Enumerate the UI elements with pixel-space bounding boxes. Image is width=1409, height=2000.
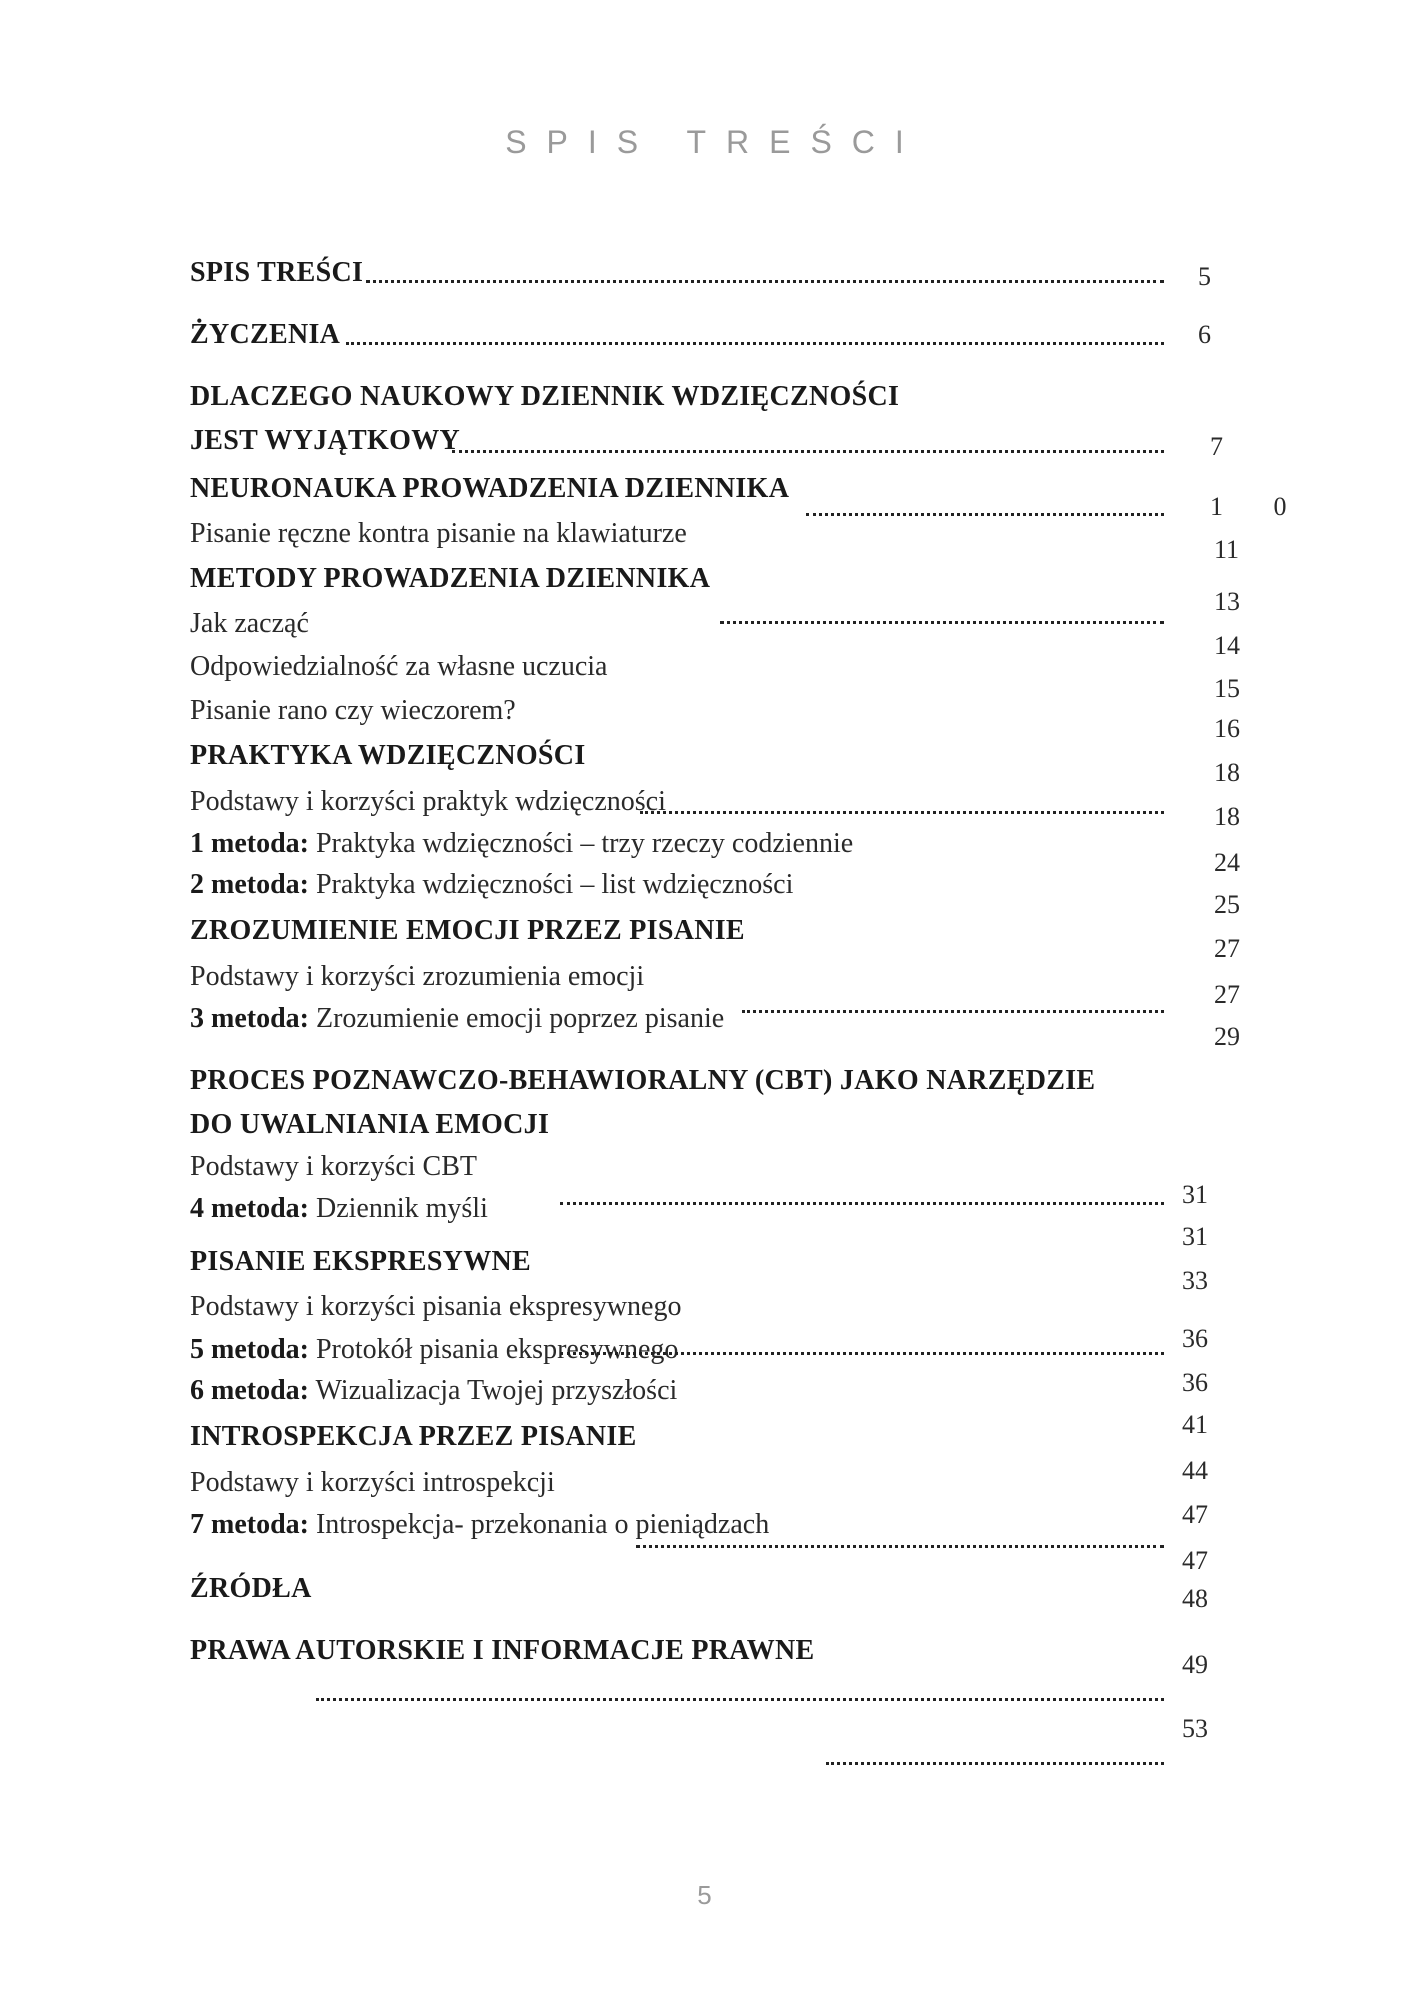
toc-entry-ekspresywne[interactable]: PISANIE EKSPRESYWNE: [190, 1246, 532, 1277]
toc-page-number: 31: [1182, 1180, 1208, 1209]
toc-entry-metoda-7[interactable]: [190, 1508, 769, 1542]
dot-leader: [346, 342, 1164, 345]
toc-page-number: 25: [1214, 890, 1240, 919]
toc-entry-pisanie-reczne[interactable]: Pisanie ręczne kontra pisanie na klawiaturze: [190, 518, 687, 549]
toc-page-number: 27: [1214, 980, 1240, 1009]
method-title: Wizualizacja Twojej przyszłości: [308, 1375, 678, 1406]
method-title: Zrozumienie emocji poprzez pisanie: [308, 1003, 725, 1034]
toc-page-number: 33: [1182, 1266, 1208, 1295]
dot-leader: [742, 1010, 1164, 1013]
method-title: Praktyka wdzięczności – list wdzięczności: [308, 869, 794, 900]
toc-entry-jak-zaczac[interactable]: Jak zacząć: [190, 608, 309, 639]
toc-page-number: 36: [1182, 1324, 1208, 1353]
toc-entry-metody[interactable]: METODY PROWADZENIA DZIENNIKA: [190, 563, 711, 594]
toc-page-number: 27: [1214, 934, 1240, 963]
dot-leader: [560, 1352, 1164, 1355]
toc-entry-metoda-6[interactable]: [190, 1374, 677, 1408]
toc-page-number: 53: [1182, 1714, 1208, 1743]
toc-page-number: 14: [1214, 631, 1240, 660]
toc-entry-zrozumienie[interactable]: ZROZUMIENIE EMOCJI PRZEZ PISANIE: [190, 915, 745, 946]
method-label: 6 metoda:: [190, 1375, 309, 1406]
toc-page-number: 31: [1182, 1222, 1208, 1251]
toc-page-number: 13: [1214, 587, 1240, 616]
toc-page-number: 11: [1214, 535, 1240, 564]
toc-entry-metoda-3[interactable]: [190, 1002, 724, 1036]
method-title: Protokół pisania ekspresywnego: [308, 1334, 679, 1365]
method-label: 7 metoda:: [190, 1509, 309, 1540]
toc-entry-zyczenia[interactable]: ŻYCZENIA: [190, 319, 341, 350]
toc-page-number: 29: [1214, 1022, 1240, 1051]
toc-page-number: 49: [1182, 1650, 1208, 1679]
toc-page-number: 36: [1182, 1368, 1208, 1397]
toc-entry-prawa[interactable]: PRAWA AUTORSKIE I INFORMACJE PRAWNE: [190, 1635, 815, 1666]
toc-entry-metoda-1[interactable]: [190, 827, 853, 861]
toc-entry-jest-wyjatkowy[interactable]: JEST WYJĄTKOWY: [190, 425, 461, 456]
dot-leader: [560, 1202, 1164, 1205]
toc-entry-podstawy-emocji[interactable]: Podstawy i korzyści zrozumienia emocji: [190, 961, 645, 992]
toc-page-number: 15: [1214, 674, 1240, 703]
toc-entry-podstawy-ekspresywnego[interactable]: Podstawy i korzyści pisania ekspresywnego: [190, 1291, 682, 1322]
toc-entry-metoda-4[interactable]: [190, 1192, 488, 1226]
method-label: 4 metoda:: [190, 1193, 309, 1224]
toc-entry-neuronauka[interactable]: NEURONAUKA PROWADZENIA DZIENNIKA: [190, 473, 790, 504]
toc-page-number: 5: [1198, 262, 1211, 291]
toc-page-number: 18: [1214, 802, 1240, 831]
method-label: 1 metoda:: [190, 828, 309, 859]
toc-entry-metoda-5[interactable]: [190, 1333, 678, 1367]
dot-leader: [720, 621, 1164, 624]
toc-page-number: 1 0: [1210, 492, 1309, 521]
toc-page-number: 6: [1198, 320, 1211, 349]
method-label: 2 metoda:: [190, 869, 309, 900]
dot-leader: [826, 1762, 1164, 1765]
toc-entry-uwalnianie[interactable]: DO UWALNIANIA EMOCJI: [190, 1109, 550, 1140]
toc-page-number: 44: [1182, 1456, 1208, 1485]
toc-entry-podstawy-cbt[interactable]: Podstawy i korzyści CBT: [190, 1151, 477, 1182]
toc-entry-rano-wieczorem[interactable]: Pisanie rano czy wieczorem?: [190, 695, 516, 726]
toc-entry-dlaczego[interactable]: DLACZEGO NAUKOWY DZIENNIK WDZIĘCZNOŚCI: [190, 381, 900, 412]
footer-page-number: 5: [697, 1880, 712, 1910]
method-label: 3 metoda:: [190, 1003, 309, 1034]
dot-leader: [452, 450, 1164, 453]
method-label: 5 metoda:: [190, 1334, 309, 1365]
toc-entry-odpowiedzialnosc[interactable]: Odpowiedzialność za własne uczucia: [190, 651, 608, 682]
toc-entry-metoda-2[interactable]: [190, 868, 793, 902]
method-title: Introspekcja- przekonania o pieniądzach: [308, 1509, 770, 1540]
method-title: Dziennik myśli: [308, 1193, 488, 1224]
method-title: Praktyka wdzięczności – trzy rzeczy codziennie: [308, 828, 854, 859]
toc-entry-cbt[interactable]: PROCES POZNAWCZO-BEHAWIORALNY (CBT) JAKO NARZĘDZIE: [190, 1065, 1096, 1096]
toc-page-number: 47: [1182, 1500, 1208, 1529]
page-title: SPIS TREŚCI: [505, 124, 924, 160]
toc-entry-introspekcja[interactable]: INTROSPEKCJA PRZEZ PISANIE: [190, 1421, 637, 1452]
toc-page-number: 16: [1214, 714, 1240, 743]
toc-page-number: 47: [1182, 1546, 1208, 1575]
toc-page-number: 41: [1182, 1410, 1208, 1439]
dot-leader: [316, 1698, 1164, 1701]
toc-page-number: 18: [1214, 758, 1240, 787]
toc-page-number: 7: [1210, 432, 1223, 461]
toc-entry-podstawy-introspekcji[interactable]: Podstawy i korzyści introspekcji: [190, 1467, 555, 1498]
toc-page-number: 24: [1214, 848, 1240, 877]
toc-entry-podstawy-wdziecznosci[interactable]: Podstawy i korzyści praktyk wdzięczności: [190, 786, 666, 817]
toc-entry-spis-tresci[interactable]: SPIS TREŚCI: [190, 257, 364, 288]
toc-page-number: 48: [1182, 1584, 1208, 1613]
toc-entry-praktyka[interactable]: PRAKTYKA WDZIĘCZNOŚCI: [190, 740, 586, 771]
toc-entry-zrodla[interactable]: ŹRÓDŁA: [190, 1573, 312, 1604]
dot-leader: [366, 280, 1164, 283]
dot-leader: [640, 811, 1164, 814]
dot-leader: [636, 1545, 1164, 1548]
dot-leader: [806, 513, 1164, 516]
